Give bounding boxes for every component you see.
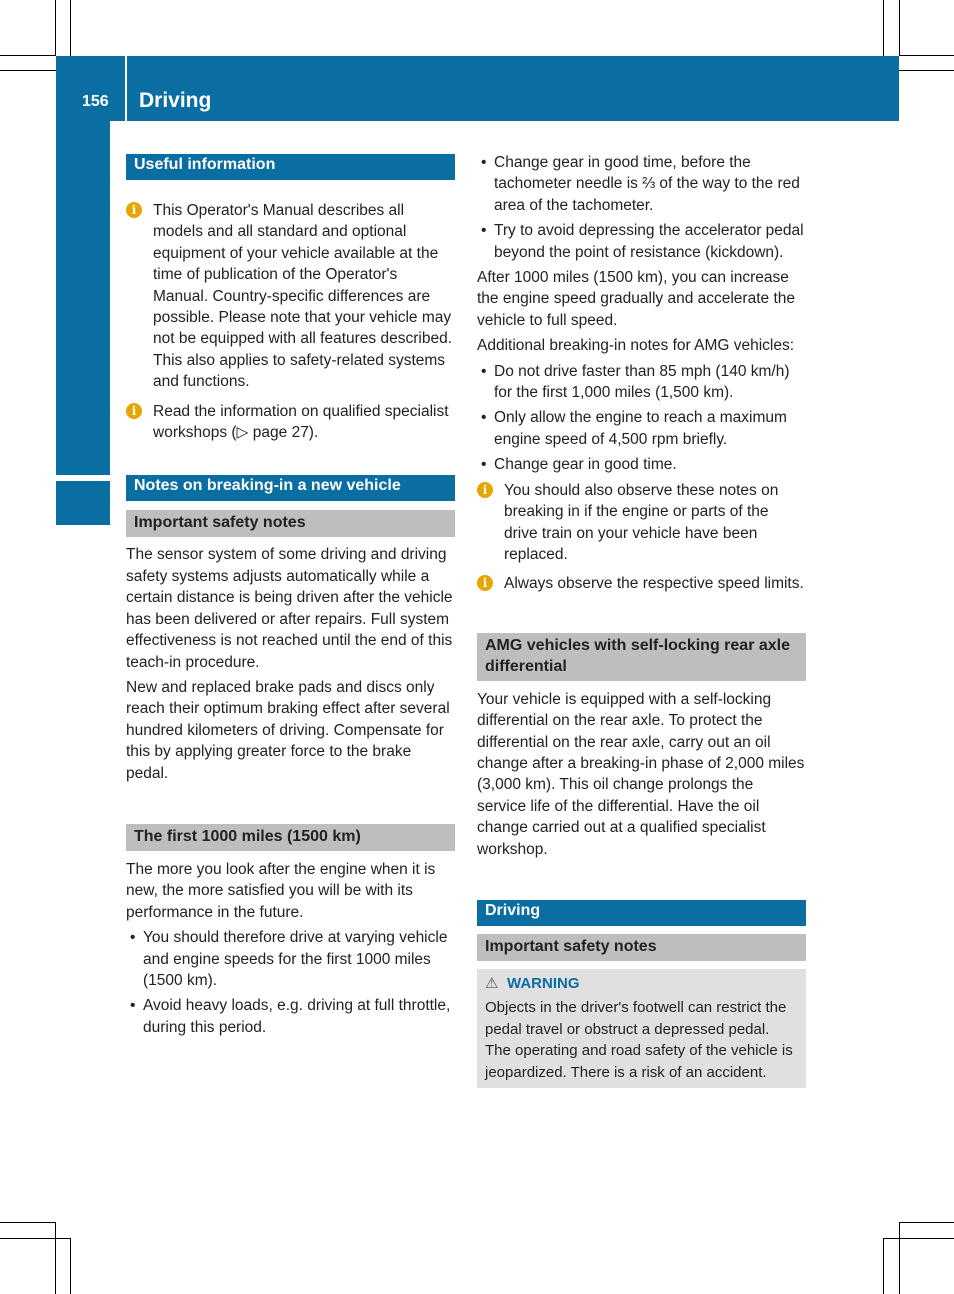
list-item: • Avoid heavy loads, e.g. driving at full throttle, during this period. (126, 995, 455, 1038)
crop-mark (899, 1222, 954, 1223)
left-column (126, 154, 455, 1042)
info-icon: i (477, 575, 493, 591)
header-divider (125, 56, 127, 121)
bullet-list (126, 927, 455, 1038)
paragraph: After 1000 miles (1500 km), you can increase the engine speed gradually and accelerate the vehicle to full speed. (477, 269, 795, 329)
paragraph: The sensor system of some driving and driving safety systems adjusts automatically while a certain distance is being driven after the vehicle has been delivered or after repairs. Full system effectiveness is not reached until the end of this teach-in procedure. (126, 546, 453, 671)
crop-mark (70, 0, 71, 56)
subheading-safety-notes: Important safety notes (126, 510, 455, 537)
bullet-list (477, 152, 806, 263)
list-item: • Only allow the engine to reach a maximum engine speed of 4,500 rpm briefly. (477, 407, 806, 450)
warning-label: WARNING (507, 974, 580, 992)
paragraph: Additional breaking-in notes for AMG vehicles: (477, 337, 795, 355)
crop-mark (899, 0, 900, 56)
crop-mark (55, 1222, 56, 1294)
warning-box (477, 969, 806, 1088)
info-note (477, 573, 806, 594)
list-item: • Change gear in good time, before the tachometer needle is ⅔ of the way to the red area of the tachometer. (477, 152, 806, 216)
info-icon: i (477, 482, 493, 498)
crop-mark (0, 1222, 56, 1223)
warning-triangle-icon: ⚠ (485, 974, 499, 992)
paragraph: New and replaced brake pads and discs only reach their optimum braking effect after several hundred kilometers of driving. Compensate for this by applying greater force to the brake pedal. (126, 678, 450, 782)
info-note (126, 401, 455, 444)
paragraph: Your vehicle is equipped with a self-locking differential on the rear axle. To protect the differential on the rear axle, carry out an oil change after a breaking-in phase of 2,000 miles (3,000 km). This oil change prolongs the service life of the differential. Have the oil change carried out at a qualified specialist workshop. (477, 690, 805, 858)
right-column (477, 152, 806, 1088)
heading-driving: Driving (477, 900, 806, 926)
info-note (126, 200, 455, 393)
list-item: • Try to avoid depressing the accelerator pedal beyond the point of resistance (kickdown). (477, 220, 806, 263)
subheading-safety-notes: Important safety notes (477, 934, 806, 961)
crop-mark (899, 70, 954, 71)
info-note-text: Read the information on qualified specialist workshops (▷ page 27). (153, 402, 449, 442)
heading-useful-information: Useful information (126, 154, 455, 180)
info-note-text: This Operator's Manual describes all models and all standard and optional equipment of your vehicle available at the time of publication of the Operator's Manual. Country-specific differences are possible. Please note that your vehicle may not be equipped with all features described. This also applies to safety-related systems and functions. (153, 202, 453, 391)
info-icon: i (126, 403, 142, 419)
crop-mark (883, 1238, 884, 1294)
list-item: • You should therefore drive at varying vehicle and engine speeds for the first 1000 miles (1500 km). (126, 927, 455, 991)
info-note (477, 480, 806, 566)
chapter-label-text: Driving and parking (70, 258, 95, 466)
crop-mark (883, 1238, 954, 1239)
crop-mark (883, 0, 884, 56)
bullet-list (477, 361, 806, 476)
heading-first-1000-miles: The first 1000 miles (1500 km) (126, 824, 455, 851)
crop-mark (899, 55, 954, 56)
info-note-text: You should also observe these notes on breaking in if the engine or parts of the drive train on your vehicle have been replaced. (504, 481, 779, 563)
section-title: Driving (139, 89, 212, 112)
side-tab-gap (56, 475, 110, 481)
crop-mark (0, 55, 56, 56)
crop-mark (0, 70, 56, 71)
heading-amg-differential: AMG vehicles with self-locking rear axle differential (477, 633, 806, 681)
crop-mark (55, 0, 56, 56)
list-item: • Change gear in good time. (477, 454, 806, 475)
crop-mark (0, 1238, 70, 1239)
paragraph: The more you look after the engine when it is new, the more satisfied you will be with its performance in the future. (126, 860, 436, 921)
info-note-text: Always observe the respective speed limits. (504, 575, 804, 593)
crop-mark (70, 1238, 71, 1294)
crop-mark (899, 1222, 900, 1294)
list-item: • Do not drive faster than 85 mph (140 km/h) for the first 1,000 miles (1,500 km). (477, 361, 806, 404)
info-icon: i (126, 202, 142, 218)
warning-header (485, 973, 798, 994)
page-number: 156 (82, 93, 109, 110)
heading-breaking-in: Notes on breaking-in a new vehicle (126, 475, 455, 501)
warning-text: Objects in the driver's footwell can restrict the pedal travel or obstruct a depressed pedal. The operating and road safety of the vehicle is jeopardized. There is a risk of an accident. (485, 999, 793, 1081)
